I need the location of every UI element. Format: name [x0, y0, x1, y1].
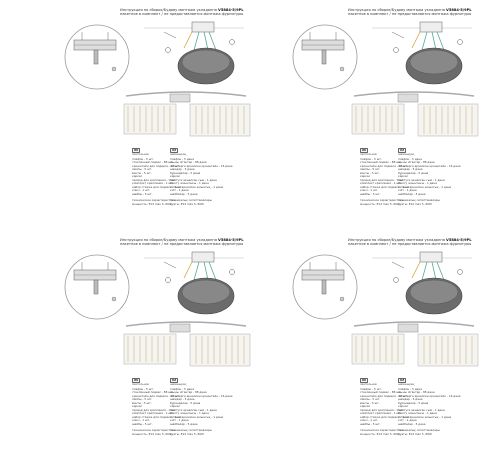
spec-line: винты - 5 шт. [132, 170, 152, 175]
canopy-wiring-diagram [144, 250, 244, 325]
spec-foot-line: мощность: E14 max 5, 60W [360, 431, 400, 436]
spec-line: плафон - 5 шт. [132, 386, 154, 391]
spec-line: шайбалар - 5 дана [398, 191, 426, 196]
language-badge-kz: KZ [170, 148, 178, 153]
spec-list-kz [398, 148, 461, 206]
instruction-panel [268, 238, 478, 443]
spec-line: шамдар - 5 дана [170, 397, 195, 402]
spec-line: плафон - 5 дана [398, 156, 422, 161]
spec-line: шайбалар - 5 дана [170, 421, 198, 426]
spec-line: плафон - 5 шт. [132, 156, 154, 161]
spec-line: комплект крепления - 1 шт. [360, 411, 402, 416]
ceiling-mount-diagram [290, 252, 360, 322]
chandelier-product-image [116, 318, 256, 370]
spec-line: кронштейн для подвеса - 16 шт. [360, 393, 409, 398]
spec-line: ілгіштерге арналған кронштейн - 16 дана [170, 393, 233, 398]
spec-line: лампы - 5 шт. [132, 397, 153, 402]
spec-line: стеклянный подвес - 88 шт. [132, 390, 174, 395]
canopy-wiring-diagram [372, 250, 472, 325]
chandelier-product-image [344, 88, 484, 140]
spec-foot-line: қуаты: E14 max 5, 60W [398, 201, 432, 206]
language-badge-ru: RU [132, 148, 140, 153]
spec-line: бекіту жиынтығы - 1 дана [398, 181, 437, 186]
spec-line: ключ - 1 шт. [132, 188, 151, 193]
spec-line: каркас [132, 404, 143, 409]
product-word-kz: шамшырақ [170, 382, 187, 387]
spec-line: кронштейн для подвеса - 16 шт. [360, 163, 409, 168]
spec-line: плафон - 5 дана [398, 386, 422, 391]
spec-line: ілгіштерге арналған кронштейн - 16 дана [170, 163, 233, 168]
spec-foot-line: технические характеристики [132, 428, 176, 433]
language-badge-kz: KZ [398, 378, 406, 383]
spec-foot-kz [398, 429, 456, 436]
spec-foot-line: қуаты: E14 max 5, 60W [398, 431, 432, 436]
canopy-wiring-diagram [144, 20, 244, 95]
spec-line: шамдар - 5 дана [398, 397, 423, 402]
spec-line: ключ - 1 шт. [132, 418, 151, 423]
product-word-ru: светильник [132, 382, 150, 387]
spec-lines-kz [398, 156, 461, 197]
spec-foot-line: мощность: E14 max 5, 60W [132, 431, 172, 436]
spec-line: шайбалар - 5 дана [398, 421, 426, 426]
spec-line: бекітуге арналған сым - 1 дана [398, 407, 445, 412]
chandelier-product-image [344, 318, 484, 370]
spec-line: кронштейн для подвеса - 16 шт. [132, 393, 181, 398]
spec-line: винты - 5 шт. [132, 400, 152, 405]
spec-foot-line: қуаты: E14 max 5, 60W [170, 201, 204, 206]
spec-line: ілгіштерге арналған кронштейн - 16 дана [398, 393, 461, 398]
spec-line: винты - 5 шт. [360, 170, 380, 175]
spec-line: ключ - 1 шт. [360, 418, 379, 423]
spec-line: бекітуге арналған сым - 1 дана [170, 177, 217, 182]
product-word-kz: шамшырақ [170, 152, 187, 157]
spec-line: комплект крепления - 1 шт. [132, 181, 174, 186]
spec-foot-line: технические характеристики [132, 198, 176, 203]
spec-foot-line: техникалық сипаттамалары [170, 198, 212, 203]
instruction-panel [40, 238, 250, 443]
spec-line: провод для крепления - 1 шт. [132, 177, 177, 182]
spec-line: набор стяжек для подвеса - 1 шт. [360, 184, 411, 189]
spec-line: кронштейн для подвеса - 16 шт. [132, 163, 181, 168]
instruction-panel [268, 8, 478, 213]
spec-list-kz [170, 148, 233, 206]
spec-foot-line: техникалық сипаттамалары [170, 428, 212, 433]
instruction-title: Инструкция по сборке/Будову монтажа укладання V5884-5/9PL пакетное в комплект / не предоставляется монтажа фурнитуры [120, 8, 244, 17]
spec-line: каркас [132, 174, 143, 179]
instruction-panel [40, 8, 250, 213]
spec-line: кілт - 1 дана [398, 418, 417, 423]
spec-lines-kz [398, 386, 461, 427]
spec-line: плафон - 5 дана [170, 386, 194, 391]
spec-list-kz [170, 378, 233, 436]
spec-line: комплект крепления - 1 шт. [132, 411, 174, 416]
language-badge-kz: KZ [170, 378, 178, 383]
spec-line: ілгіштерге арналған кронштейн - 16 дана [398, 163, 461, 168]
spec-line: плафон - 5 шт. [360, 156, 382, 161]
spec-line: стеклянный подвес - 88 шт. [360, 390, 402, 395]
spec-line: ілгішке арналған жиынтық - 1 дана [398, 414, 452, 419]
spec-line: лампы - 5 шт. [360, 397, 381, 402]
spec-line: бекітуге арналған сым - 1 дана [170, 407, 217, 412]
product-word-kz: шамшырақ [398, 152, 415, 157]
ceiling-mount-diagram [290, 22, 360, 92]
instruction-title: Инструкция по сборке/Будову монтажа укладання V5884-5/9PL пакетное в комплект / не предоставляется монтажа фурнитуры [348, 238, 472, 247]
spec-line: плафон - 5 дана [170, 156, 194, 161]
spec-foot-line: техникалық сипаттамалары [398, 428, 440, 433]
spec-line: каркас [398, 404, 409, 409]
chandelier-product-image [116, 88, 256, 140]
spec-foot-line: техникалық сипаттамалары [398, 198, 440, 203]
spec-line: каркас [398, 174, 409, 179]
spec-line: стеклянный подвес - 88 шт. [360, 160, 402, 165]
spec-line: набор стяжек для подвеса - 1 шт. [132, 184, 183, 189]
spec-list-kz [398, 378, 461, 436]
language-badge-ru: RU [360, 148, 368, 153]
spec-line: кілт - 1 дана [170, 188, 189, 193]
product-word-kz: шамшырақ [398, 382, 415, 387]
spec-line: шайбы - 5 шт. [360, 421, 381, 426]
spec-line: каркас [170, 174, 181, 179]
spec-line: ілгішке арналған жиынтық - 1 дана [398, 184, 452, 189]
spec-line: бекіту жиынтығы - 1 дана [170, 181, 209, 186]
spec-line: шыны ілгіштер - 88 дана [170, 390, 207, 395]
ceiling-mount-diagram [62, 22, 132, 92]
spec-lines-kz [170, 156, 233, 197]
spec-line: бұрандалар - 5 дана [398, 170, 429, 175]
spec-line: набор стяжек для подвеса - 1 шт. [360, 414, 411, 419]
spec-foot-line: мощность: E14 max 5, 60W [132, 201, 172, 206]
spec-line: ілгішке арналған жиынтық - 1 дана [170, 184, 224, 189]
spec-lines-kz [170, 386, 233, 427]
spec-line: шайбы - 5 шт. [132, 191, 153, 196]
ceiling-mount-diagram [62, 252, 132, 322]
spec-line: каркас [170, 404, 181, 409]
spec-foot-line: технические характеристики [360, 428, 404, 433]
spec-line: шамдар - 5 дана [170, 167, 195, 172]
spec-line: стеклянный подвес - 88 шт. [132, 160, 174, 165]
spec-foot-kz [398, 199, 456, 206]
spec-line: кілт - 1 дана [170, 418, 189, 423]
spec-line: каркас [360, 174, 371, 179]
spec-foot-kz [170, 199, 228, 206]
spec-line: комплект крепления - 1 шт. [360, 181, 402, 186]
canopy-wiring-diagram [372, 20, 472, 95]
spec-line: шайбалар - 5 дана [170, 191, 198, 196]
instruction-title: Инструкция по сборке/Будову монтажа укладання V5884-5/9PL пакетное в комплект / не предоставляется монтажа фурнитуры [348, 8, 472, 17]
spec-line: лампы - 5 шт. [360, 167, 381, 172]
spec-foot-kz [170, 429, 228, 436]
spec-line: каркас [360, 404, 371, 409]
spec-line: бұрандалар - 5 дана [398, 400, 429, 405]
spec-line: ілгішке арналған жиынтық - 1 дана [170, 414, 224, 419]
spec-foot-line: қуаты: E14 max 5, 60W [170, 431, 204, 436]
spec-line: провод для крепления - 1 шт. [360, 407, 405, 412]
spec-line: шамдар - 5 дана [398, 167, 423, 172]
spec-line: бекіту жиынтығы - 1 дана [170, 411, 209, 416]
spec-line: провод для крепления - 1 шт. [132, 407, 177, 412]
spec-line: плафон - 5 шт. [360, 386, 382, 391]
product-word-ru: светильник [360, 152, 378, 157]
spec-line: шыны ілгіштер - 88 дана [398, 160, 435, 165]
language-badge-kz: KZ [398, 148, 406, 153]
spec-line: бұрандалар - 5 дана [170, 170, 201, 175]
spec-line: шыны ілгіштер - 88 дана [170, 160, 207, 165]
spec-line: бекітуге арналған сым - 1 дана [398, 177, 445, 182]
product-word-ru: светильник [132, 152, 150, 157]
spec-foot-line: технические характеристики [360, 198, 404, 203]
language-badge-ru: RU [360, 378, 368, 383]
spec-line: винты - 5 шт. [360, 400, 380, 405]
language-badge-ru: RU [132, 378, 140, 383]
spec-line: ключ - 1 шт. [360, 188, 379, 193]
spec-line: набор стяжек для подвеса - 1 шт. [132, 414, 183, 419]
spec-line: провод для крепления - 1 шт. [360, 177, 405, 182]
spec-line: шыны ілгіштер - 88 дана [398, 390, 435, 395]
product-word-ru: светильник [360, 382, 378, 387]
instruction-title: Инструкция по сборке/Будову монтажа укладання V5884-5/9PL пакетное в комплект / не предоставляется монтажа фурнитуры [120, 238, 244, 247]
spec-line: бекіту жиынтығы - 1 дана [398, 411, 437, 416]
spec-line: лампы - 5 шт. [132, 167, 153, 172]
spec-line: шайбы - 5 шт. [360, 191, 381, 196]
spec-line: кілт - 1 дана [398, 188, 417, 193]
spec-line: бұрандалар - 5 дана [170, 400, 201, 405]
spec-line: шайбы - 5 шт. [132, 421, 153, 426]
spec-foot-line: мощность: E14 max 5, 60W [360, 201, 400, 206]
